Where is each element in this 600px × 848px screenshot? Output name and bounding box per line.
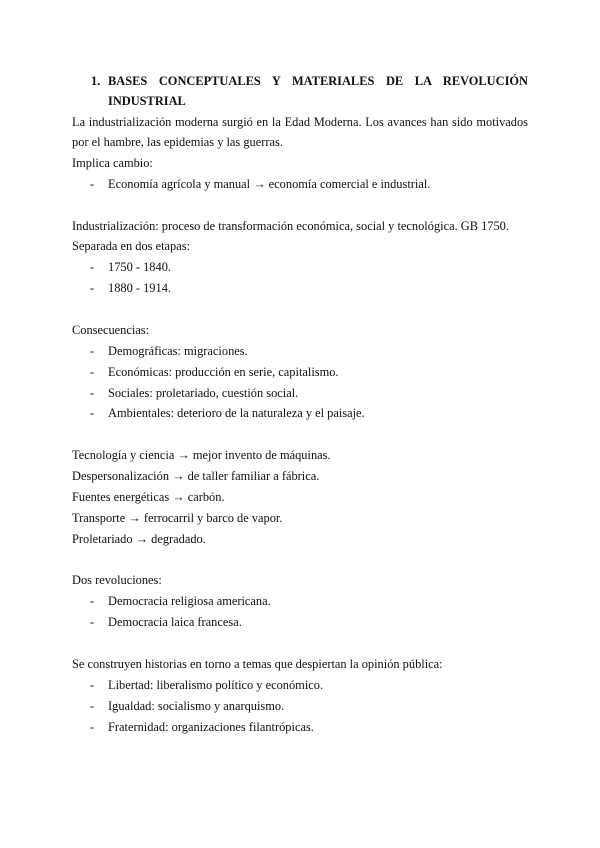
relation-line: Transporte → ferrocarril y barco de vapor. (72, 511, 283, 525)
relation-line: Tecnología y ciencia → mejor invento de máquinas. (72, 448, 331, 462)
list-item-text: Democracia laica francesa. (108, 615, 242, 629)
industrializacion-definition: Industrialización: proceso de transformación económica, social y tecnológica. GB 1750. (72, 219, 509, 233)
list-item-text: Libertad: liberalismo político y económico. (108, 678, 324, 692)
relation-line: Proletariado → degradado. (72, 532, 206, 546)
bullet-dash: - (90, 386, 95, 400)
list-item-text: Fraternidad: organizaciones filantrópicas. (108, 720, 314, 734)
implica-label: Implica cambio: (72, 156, 153, 170)
bullet-dash: - (90, 365, 95, 379)
relation-line: Fuentes energéticas → carbón. (72, 490, 225, 504)
relation-line: Despersonalización → de taller familiar a fábrica. (72, 469, 320, 483)
bullet-dash: - (90, 699, 95, 713)
bullet-dash: - (90, 406, 95, 420)
heading-number: 1. (91, 74, 101, 88)
heading-line-1: BASES CONCEPTUALES Y MATERIALES DE LA REVOLUCIÓN (108, 74, 528, 88)
bullet-dash: - (90, 615, 95, 629)
bullet-dash: - (90, 594, 95, 608)
list-item-text: Ambientales: deterioro de la naturaleza y el paisaje. (108, 406, 365, 420)
list-item-text: Democracia religiosa americana. (108, 594, 271, 608)
historias-label: Se construyen historias en torno a temas que despiertan la opinión pública: (72, 657, 443, 671)
bullet-dash: - (90, 678, 95, 692)
list-item-text: 1880 - 1914. (108, 281, 171, 295)
list-item-text: 1750 - 1840. (108, 260, 171, 274)
list-item-text: Demográficas: migraciones. (108, 344, 248, 358)
heading-line-2: INDUSTRIAL (108, 94, 186, 108)
intro-line-1: La industrialización moderna surgió en la Edad Moderna. Los avances han sido motivados (72, 115, 528, 129)
bullet-dash: - (90, 720, 95, 734)
intro-line-2: por el hambre, las epidemias y las guerras. (72, 135, 283, 149)
list-item-text: Económicas: producción en serie, capitalismo. (108, 365, 339, 379)
bullet-dash: - (90, 281, 95, 295)
bullet-dash: - (90, 260, 95, 274)
list-item-text: Sociales: proletariado, cuestión social. (108, 386, 299, 400)
section-heading (91, 71, 528, 111)
revoluciones-label: Dos revoluciones: (72, 573, 162, 587)
list-item-text: Economía agrícola y manual → economía comercial e industrial. (108, 177, 431, 191)
bullet-dash: - (90, 177, 95, 191)
consecuencias-label: Consecuencias: (72, 323, 150, 337)
list-item-text: Igualdad: socialismo y anarquismo. (108, 699, 285, 713)
bullet-dash: - (90, 344, 95, 358)
etapas-label: Separada en dos etapas: (72, 239, 191, 253)
